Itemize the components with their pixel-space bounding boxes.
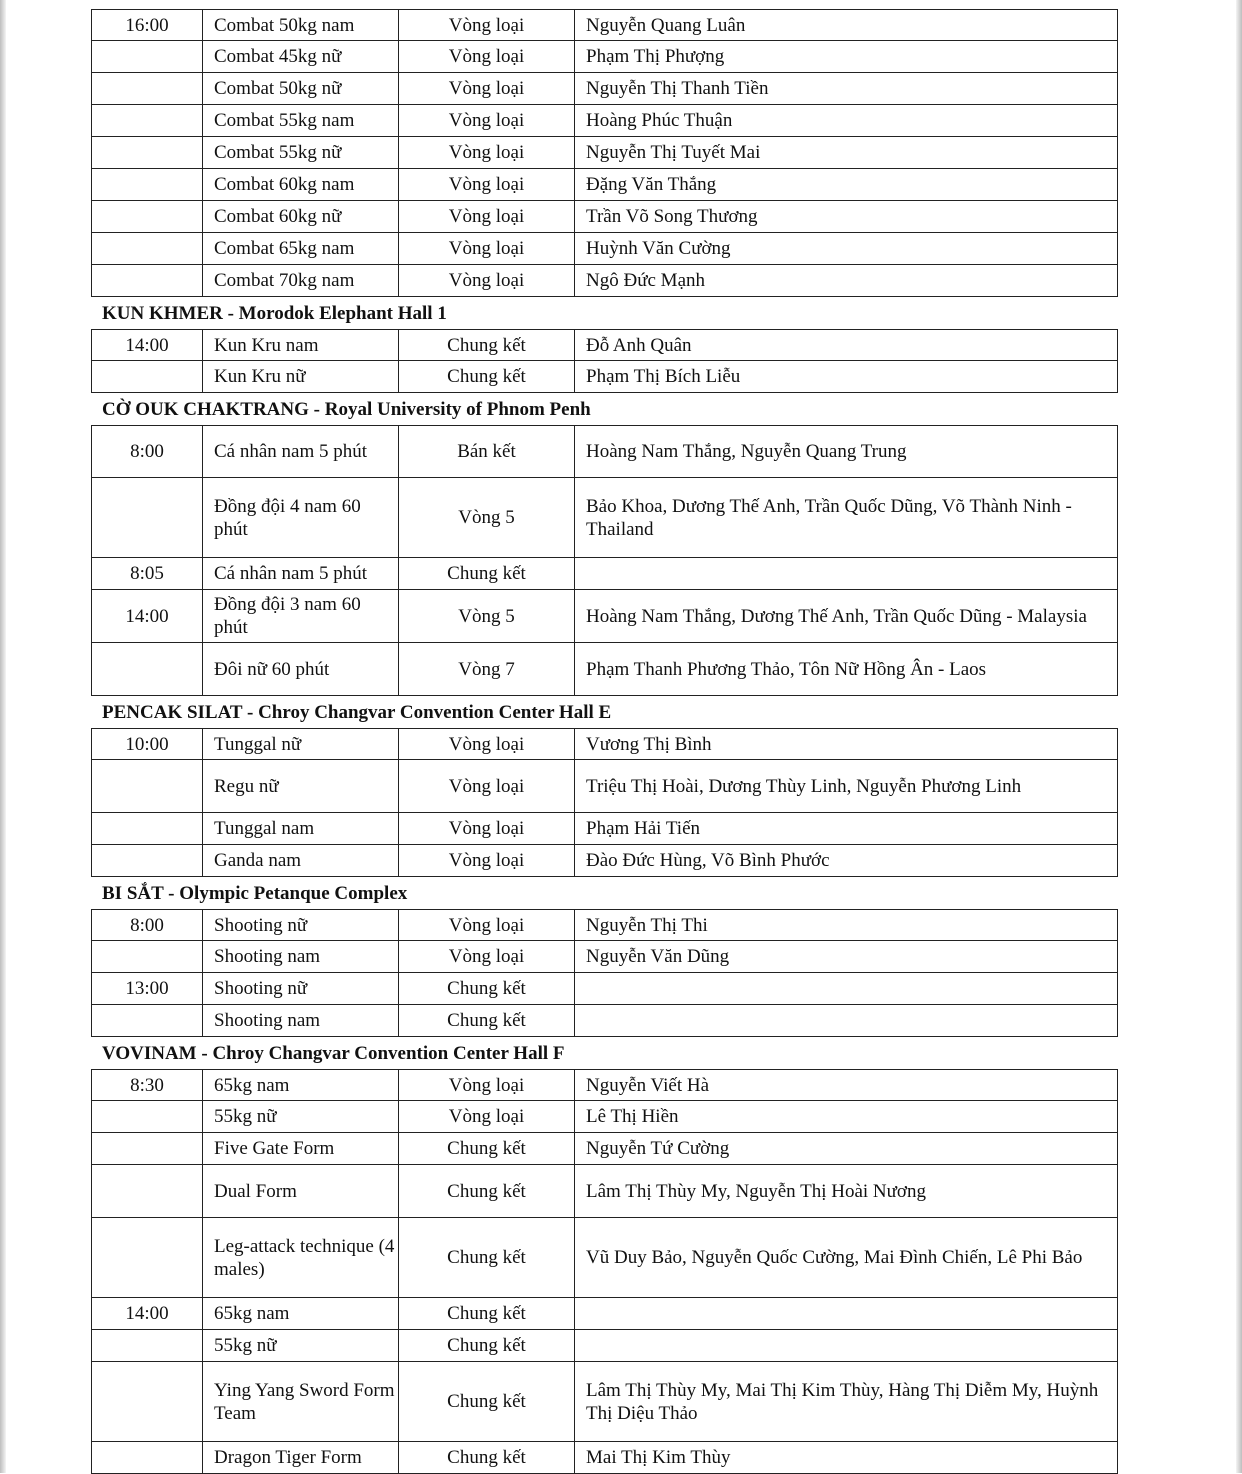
event-cell: Tunggal nữ — [202, 729, 398, 759]
time-cell: 8:05 — [130, 563, 164, 584]
section-heading: KUN KHMER - Morodok Elephant Hall 1 — [102, 302, 447, 324]
table-row — [91, 137, 1118, 169]
round-cell: Vòng loại — [398, 265, 574, 296]
table-row — [91, 1069, 1118, 1101]
round-cell: Chung kết — [398, 330, 574, 360]
athletes-cell: Phạm Thanh Phương Thảo, Tôn Nữ Hồng Ân - Laos — [574, 643, 1117, 695]
athletes-cell: Nguyễn Tứ Cường — [574, 1133, 1117, 1164]
athletes-cell: Nguyễn Quang Luân — [574, 10, 1117, 40]
time-cell — [92, 1362, 202, 1441]
table-row — [91, 329, 1118, 361]
table-row — [91, 760, 1118, 813]
table-row — [91, 728, 1118, 760]
table-row — [91, 813, 1118, 845]
event-cell: 65kg nam — [202, 1298, 398, 1329]
table-row — [91, 73, 1118, 105]
page-edge-left — [0, 0, 6, 1473]
event-cell: 55kg nữ — [202, 1101, 398, 1132]
round-cell: Chung kết — [398, 1218, 574, 1297]
athletes-cell: Triệu Thị Hoài, Dương Thùy Linh, Nguyễn Phương Linh — [574, 760, 1117, 812]
athletes-cell: Đặng Văn Thắng — [574, 169, 1117, 200]
round-cell: Vòng loại — [398, 729, 574, 759]
event-cell: Regu nữ — [202, 760, 398, 812]
event-cell: Dragon Tiger Form — [202, 1442, 398, 1473]
event-cell: Cá nhân nam 5 phút — [202, 426, 398, 477]
round-cell: Chung kết — [398, 361, 574, 392]
athletes-cell: Hoàng Phúc Thuận — [574, 105, 1117, 136]
athletes-cell — [574, 973, 1117, 1004]
event-cell: Combat 50kg nam — [202, 10, 398, 40]
round-cell: Vòng loại — [398, 105, 574, 136]
athletes-cell: Phạm Thị Bích Liễu — [574, 361, 1117, 392]
time-cell — [92, 1442, 202, 1473]
table-row — [91, 1442, 1118, 1474]
event-cell: Combat 65kg nam — [202, 233, 398, 264]
event-cell: Five Gate Form — [202, 1133, 398, 1164]
event-cell: Shooting nam — [202, 941, 398, 972]
time-cell — [92, 1101, 202, 1132]
round-cell: Chung kết — [398, 1298, 574, 1329]
time-cell — [92, 1133, 202, 1164]
event-cell: Ying Yang Sword Form Team — [202, 1362, 398, 1441]
table-row — [91, 558, 1118, 590]
table-row — [91, 9, 1118, 41]
table-row — [91, 590, 1118, 643]
time-cell: 8:30 — [130, 1074, 164, 1096]
round-cell: Vòng loại — [398, 10, 574, 40]
table-row — [91, 169, 1118, 201]
round-cell: Chung kết — [398, 973, 574, 1004]
athletes-cell: Nguyễn Viết Hà — [574, 1070, 1117, 1100]
time-cell: 8:00 — [130, 441, 164, 462]
event-cell: Tunggal nam — [202, 813, 398, 844]
time-cell: 10:00 — [125, 733, 169, 755]
section-heading: BI SẮT - Olympic Petanque Complex — [102, 882, 408, 904]
athletes-cell: Lâm Thị Thùy My, Nguyễn Thị Hoài Nương — [574, 1165, 1117, 1217]
round-cell: Vòng loại — [398, 169, 574, 200]
table-row — [91, 643, 1118, 696]
event-cell: Ganda nam — [202, 845, 398, 876]
event-cell: Shooting nam — [202, 1005, 398, 1036]
time-cell — [92, 1330, 202, 1361]
section-heading: VOVINAM - Chroy Changvar Convention Center Hall F — [102, 1042, 565, 1064]
time-cell: 14:00 — [125, 605, 169, 627]
time-cell — [92, 643, 202, 695]
table-row — [91, 1165, 1118, 1218]
athletes-cell: Đỗ Anh Quân — [574, 330, 1117, 360]
time-cell: 16:00 — [125, 14, 169, 36]
time-cell — [92, 760, 202, 812]
round-cell: Vòng loại — [398, 910, 574, 940]
table-row — [91, 1298, 1118, 1330]
table-row — [91, 1362, 1118, 1442]
athletes-cell: Lâm Thị Thùy My, Mai Thị Kim Thùy, Hàng Thị Diễm My, Huỳnh Thị Diệu Thảo — [574, 1362, 1117, 1441]
athletes-cell: Huỳnh Văn Cường — [574, 233, 1117, 264]
round-cell: Vòng loại — [398, 813, 574, 844]
event-cell: Combat 60kg nam — [202, 169, 398, 200]
event-cell: Đồng đội 3 nam 60 phút — [202, 590, 398, 642]
round-cell: Chung kết — [398, 1133, 574, 1164]
athletes-cell: Phạm Hải Tiến — [574, 813, 1117, 844]
event-cell: Đồng đội 4 nam 60 phút — [202, 478, 398, 557]
athletes-cell: Ngô Đức Mạnh — [574, 265, 1117, 296]
round-cell: Vòng loại — [398, 137, 574, 168]
event-cell: Shooting nữ — [202, 910, 398, 940]
table-row — [91, 973, 1118, 1005]
round-cell: Bán kết — [398, 426, 574, 477]
time-cell — [92, 41, 202, 72]
time-cell — [92, 169, 202, 200]
table-row — [91, 1330, 1118, 1362]
round-cell: Vòng loại — [398, 41, 574, 72]
event-cell: Đôi nữ 60 phút — [202, 643, 398, 695]
athletes-cell: Vương Thị Bình — [574, 729, 1117, 759]
athletes-cell: Lê Thị Hiền — [574, 1101, 1117, 1132]
round-cell: Chung kết — [398, 1330, 574, 1361]
round-cell: Vòng loại — [398, 201, 574, 232]
time-cell — [92, 233, 202, 264]
round-cell: Vòng loại — [398, 845, 574, 876]
table-row — [91, 1133, 1118, 1165]
event-cell: Shooting nữ — [202, 973, 398, 1004]
round-cell: Vòng loại — [398, 73, 574, 104]
athletes-cell — [574, 1330, 1117, 1361]
round-cell: Vòng loại — [398, 760, 574, 812]
section-heading: CỜ OUK CHAKTRANG - Royal University of Phnom Penh — [102, 398, 591, 420]
time-cell — [92, 941, 202, 972]
round-cell: Chung kết — [398, 558, 574, 589]
round-cell: Chung kết — [398, 1005, 574, 1036]
event-cell: Combat 60kg nữ — [202, 201, 398, 232]
table-row — [91, 941, 1118, 973]
event-cell: Cá nhân nam 5 phút — [202, 558, 398, 589]
table-row — [91, 909, 1118, 941]
event-cell: Combat 50kg nữ — [202, 73, 398, 104]
round-cell: Chung kết — [398, 1165, 574, 1217]
time-cell: 14:00 — [125, 1303, 169, 1324]
athletes-cell: Nguyễn Văn Dũng — [574, 941, 1117, 972]
athletes-cell: Hoàng Nam Thắng, Dương Thế Anh, Trần Quốc Dũng - Malaysia — [574, 590, 1117, 642]
table-row — [91, 105, 1118, 137]
time-cell — [92, 1005, 202, 1036]
time-cell — [92, 478, 202, 557]
table-row — [91, 845, 1118, 877]
table-row — [91, 1101, 1118, 1133]
time-cell: 13:00 — [125, 978, 169, 999]
time-cell — [92, 845, 202, 876]
table-row — [91, 361, 1118, 393]
round-cell: Vòng loại — [398, 941, 574, 972]
round-cell: Vòng 7 — [398, 643, 574, 695]
time-cell — [92, 137, 202, 168]
event-cell: Kun Kru nữ — [202, 361, 398, 392]
round-cell: Chung kết — [398, 1362, 574, 1441]
time-cell — [92, 813, 202, 844]
event-cell: Combat 70kg nam — [202, 265, 398, 296]
event-cell: Combat 55kg nam — [202, 105, 398, 136]
time-cell — [92, 1165, 202, 1217]
time-cell: 14:00 — [125, 334, 169, 356]
table-row — [91, 265, 1118, 297]
time-cell — [92, 201, 202, 232]
athletes-cell — [574, 1005, 1117, 1036]
table-row — [91, 233, 1118, 265]
athletes-cell: Nguyễn Thị Tuyết Mai — [574, 137, 1117, 168]
time-cell: 8:00 — [130, 914, 164, 936]
round-cell: Chung kết — [398, 1442, 574, 1473]
section-heading: PENCAK SILAT - Chroy Changvar Convention Center Hall E — [102, 701, 612, 723]
athletes-cell: Trần Võ Song Thương — [574, 201, 1117, 232]
page-edge-right — [1236, 0, 1242, 1473]
table-row — [91, 478, 1118, 558]
event-cell: Leg-attack technique (4 males) — [202, 1218, 398, 1297]
athletes-cell: Nguyễn Thị Thanh Tiền — [574, 73, 1117, 104]
time-cell — [92, 73, 202, 104]
athletes-cell: Hoàng Nam Thắng, Nguyễn Quang Trung — [574, 426, 1117, 477]
athletes-cell: Mai Thị Kim Thùy — [574, 1442, 1117, 1473]
round-cell: Vòng loại — [398, 1070, 574, 1100]
round-cell: Vòng loại — [398, 1101, 574, 1132]
time-cell — [92, 1218, 202, 1297]
event-cell: 55kg nữ — [202, 1330, 398, 1361]
table-row — [91, 41, 1118, 73]
event-cell: Kun Kru nam — [202, 330, 398, 360]
athletes-cell: Bảo Khoa, Dương Thế Anh, Trần Quốc Dũng, Võ Thành Ninh - Thailand — [574, 478, 1117, 557]
event-cell: Combat 55kg nữ — [202, 137, 398, 168]
athletes-cell: Vũ Duy Bảo, Nguyễn Quốc Cường, Mai Đình Chiến, Lê Phi Bảo — [574, 1218, 1117, 1297]
athletes-cell: Nguyễn Thị Thi — [574, 910, 1117, 940]
round-cell: Vòng 5 — [398, 478, 574, 557]
athletes-cell — [574, 558, 1117, 589]
table-row — [91, 201, 1118, 233]
event-cell: 65kg nam — [202, 1070, 398, 1100]
round-cell: Vòng 5 — [398, 590, 574, 642]
table-row — [91, 425, 1118, 478]
time-cell — [92, 105, 202, 136]
event-cell: Dual Form — [202, 1165, 398, 1217]
athletes-cell: Đào Đức Hùng, Võ Bình Phước — [574, 845, 1117, 876]
round-cell: Vòng loại — [398, 233, 574, 264]
table-row — [91, 1005, 1118, 1037]
time-cell — [92, 265, 202, 296]
table-row — [91, 1218, 1118, 1298]
athletes-cell: Phạm Thị Phượng — [574, 41, 1117, 72]
time-cell — [92, 361, 202, 392]
athletes-cell — [574, 1298, 1117, 1329]
event-cell: Combat 45kg nữ — [202, 41, 398, 72]
